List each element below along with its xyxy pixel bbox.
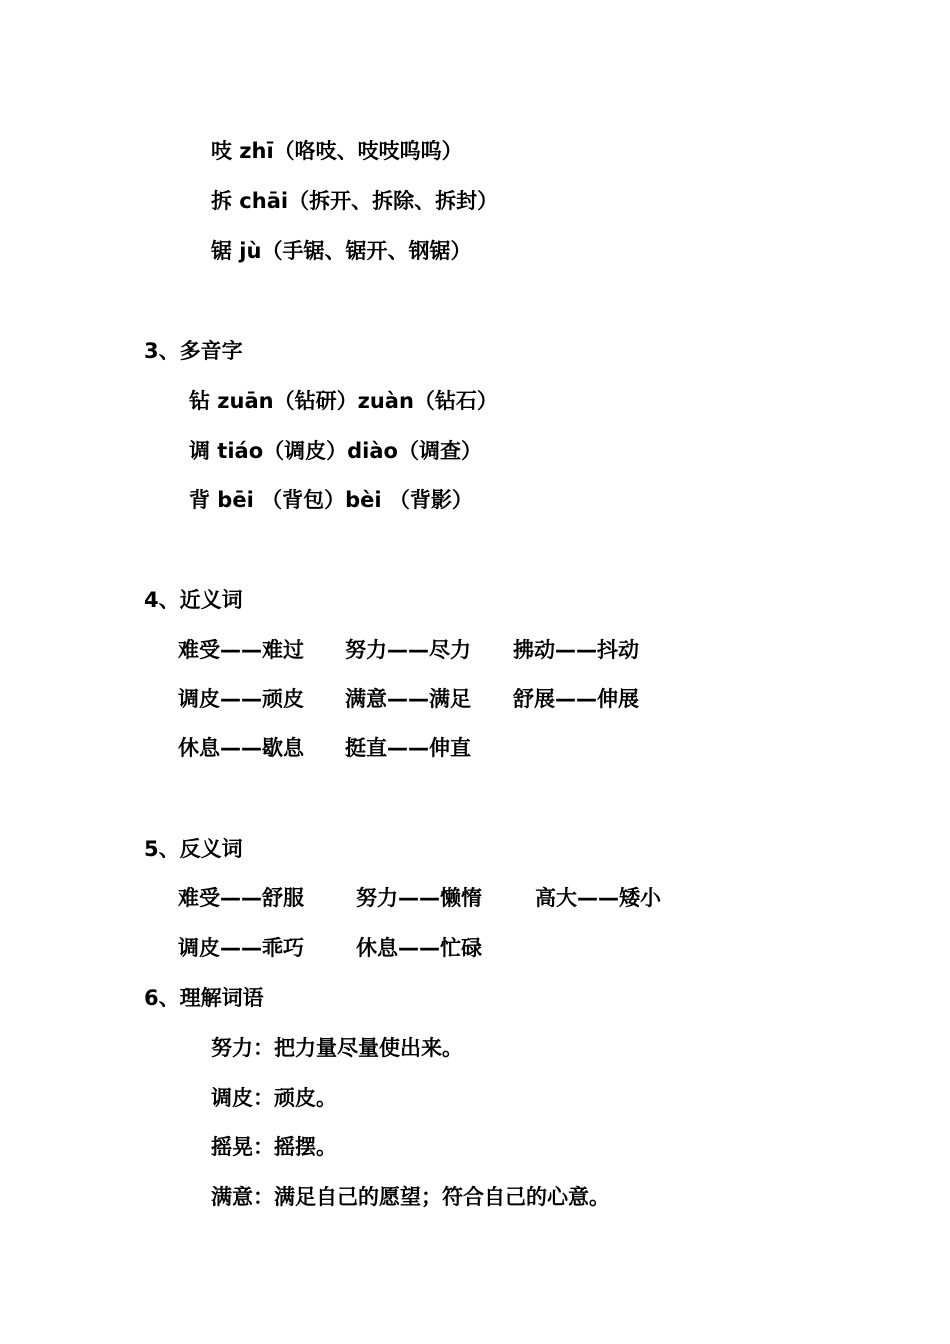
- polyphone-line: 调 tiáo（调皮）diào（调查）: [189, 439, 482, 463]
- synonym-pair: 满意——满足: [345, 687, 471, 711]
- synonym-pair: 难受——难过: [178, 638, 304, 662]
- synonym-pair: 调皮——顽皮: [178, 687, 304, 711]
- synonym-pair: 拂动——抖动: [513, 638, 639, 662]
- definition-line: 满意：满足自己的愿望；符合自己的心意。: [211, 1185, 610, 1209]
- synonym-pair: 挺直——伸直: [345, 736, 471, 760]
- antonym-pair: 难受——舒服: [178, 886, 304, 910]
- synonym-pair: 努力——尽力: [345, 638, 471, 662]
- definition-line: 摇晃：摇摆。: [211, 1135, 337, 1159]
- synonym-pair: 舒展——伸展: [513, 687, 639, 711]
- pronunciation-line: 锯 jù（手锯、锯开、钢锯）: [211, 239, 472, 263]
- polyphone-line: 钻 zuān（钻研）zuàn（钻石）: [189, 389, 498, 413]
- pronunciation-line: 拆 chāi（拆开、拆除、拆封）: [211, 189, 499, 213]
- definition-line: 努力：把力量尽量使出来。: [211, 1036, 463, 1060]
- section-heading-antonyms: 5、反义词: [144, 837, 243, 861]
- section-heading-word-meanings: 6、理解词语: [144, 986, 264, 1010]
- antonym-pair: 高大——矮小: [535, 886, 661, 910]
- polyphone-line: 背 bēi （背包）bèi （背影）: [189, 488, 473, 512]
- definition-line: 调皮：顽皮。: [211, 1086, 337, 1110]
- antonym-pair: 休息——忙碌: [356, 936, 482, 960]
- pronunciation-line: 吱 zhī（咯吱、吱吱呜呜）: [211, 139, 463, 163]
- antonym-pair: 努力——懒惰: [356, 886, 482, 910]
- antonym-pair: 调皮——乖巧: [178, 936, 304, 960]
- section-heading-polyphones: 3、多音字: [144, 339, 243, 363]
- synonym-pair: 休息——歇息: [178, 736, 304, 760]
- section-heading-synonyms: 4、近义词: [144, 588, 243, 612]
